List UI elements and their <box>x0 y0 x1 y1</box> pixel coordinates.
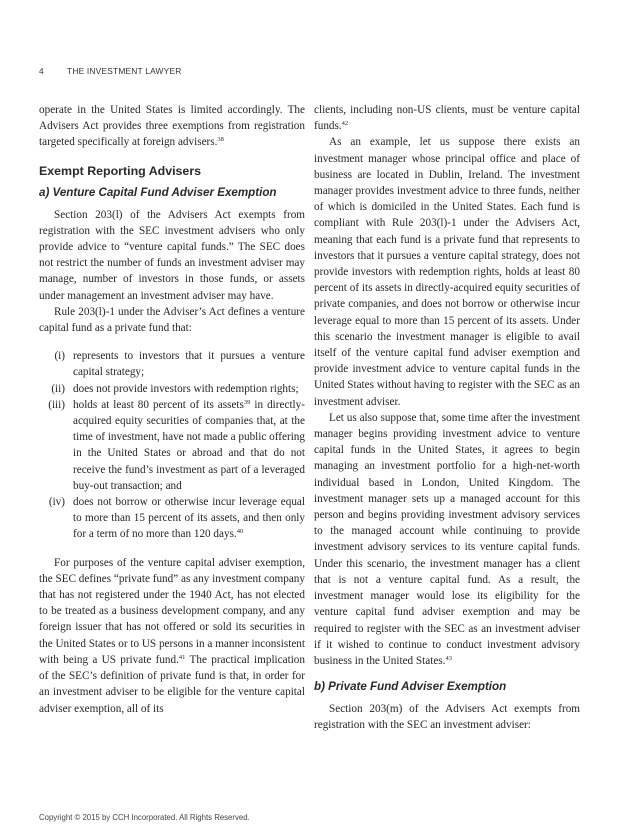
list-number: (i) <box>54 350 65 363</box>
paragraph: As an example, let us suppose there exists an investment manager whose principal office and place of business are located in Dublin, Ireland. The investment manager provides investment advice to three funds, neither of which is domiciled in the United States. Each fund is compliant with Rule 203(l)-1 under the Advisers Act, meaning that each fund is a private fund that represents to investors that it pursues a venture capital strategy, does not provide investors with redemption rights, holds at least 80 percent of its assets in directly-acquired equity securities of private companies, and does not borrow or otherwise incur leverage equal to more than 15 percent of its assets. Under this scenario the investment manager is eligible to avail itself of the venture capital fund adviser exemption and provide investment advice to venture capital funds in the United States without having to register with the SEC as an investment adviser. <box>314 136 580 408</box>
footnote-ref: 39 <box>243 398 251 406</box>
paragraph: Section 203(m) of the Advisers Act exempts from registration with the SEC an investment adviser: <box>314 703 580 732</box>
list-number: (ii) <box>51 382 65 395</box>
paragraph: Section 203(l) of the Advisers Act exempts from registration with the SEC investment advisers who only provide advice to “venture capital funds.” The SEC does not restrict the number of funds an investment adviser may manage, number of investors in those funds, or assets under management an investment adviser may have. <box>39 208 305 302</box>
list-text: holds at least 80 percent of its assets$^{39}$ in directly-acquired equity securities of companies that, at the time of investment, have not made a public offering in the United States or abroad and that do not receive the fund’s investment as part of a leveraged buy-out transaction; and <box>73 398 305 492</box>
section-heading: Exempt Reporting Advisers <box>39 163 202 178</box>
footnote-ref: 38 <box>217 136 224 144</box>
right-column <box>314 102 580 734</box>
list-item <box>39 381 305 397</box>
list-text: does not provide investors with redemption rights; <box>73 382 299 395</box>
subsection-heading: b) Private Fund Adviser Exemption <box>314 680 507 694</box>
footnote-ref: 42 <box>341 120 349 128</box>
paragraph: clients, including non-US clients, must be venture capital funds.$^{42}$ <box>314 104 580 133</box>
footnote-ref: 43 <box>445 654 452 662</box>
criteria-list <box>39 348 305 542</box>
list-item <box>39 494 305 543</box>
list-text: represents to investors that it pursues a venture capital strategy; <box>73 350 305 379</box>
running-title: THE INVESTMENT LAWYER <box>67 66 182 76</box>
list-number: (iv) <box>48 496 65 509</box>
left-column <box>39 102 305 717</box>
paragraph: Let us also suppose that, some time after the investment manager begins providing investment advice to venture capital funds in the United States, it agrees to begin managing an investment portfolio for a high-net-worth individual based in London, United Kingdom. The investment manager sets up a managed account for this person and begins providing investment advisory services to the managed account while continuing to provide investment advisory services to its venture capital funds. Under this scenario, the investment manager has a client that is not a venture capital fund. As a result, the investment manager would lose its eligibility for the venture capital fund adviser exemption and may be required to register with the SEC as an investment adviser if it wished to continue to conduct investment advisory business in the United States.$^{43}$ <box>314 411 580 667</box>
footnote-ref: 40 <box>236 528 244 536</box>
page-number: 4 <box>39 66 44 76</box>
subsection-heading: a) Venture Capital Fund Adviser Exemption <box>39 185 277 199</box>
list-text: does not borrow or otherwise incur leverage equal to more than 15 percent of its assets, and then only for a term of no more than 120 days.$^{40}$ <box>73 496 305 541</box>
paragraph: Rule 203(l)-1 under the Adviser’s Act defines a venture capital fund as a private fund that: <box>39 305 305 335</box>
list-item <box>39 348 305 380</box>
running-header <box>39 66 182 76</box>
list-number: (iii) <box>48 398 65 411</box>
copyright-footer: Copyright © 2015 by CCH Incorporated. All Rights Reserved. <box>39 813 250 822</box>
paragraph: For purposes of the venture capital adviser exemption, the SEC defines “private fund” as any investment company that has not registered under the 1940 Act, has not elected to be treated as a business development company, and any foreign issuer that has not offered or sold its securities in the United States or to US persons in a manner inconsistent with being a US private fund.$^{41}$ The practical implication of the SEC’s definition of private fund is that, in order for an investment adviser to be eligible for the venture capital adviser exemption, all of its <box>39 556 305 715</box>
footnote-ref: 41 <box>178 653 186 661</box>
list-item <box>39 397 305 494</box>
paragraph: operate in the United States is limited accordingly. The Advisers Act provides three exemptions from registration targeted specifically at foreign advisers.$^{38}$ <box>39 104 305 149</box>
